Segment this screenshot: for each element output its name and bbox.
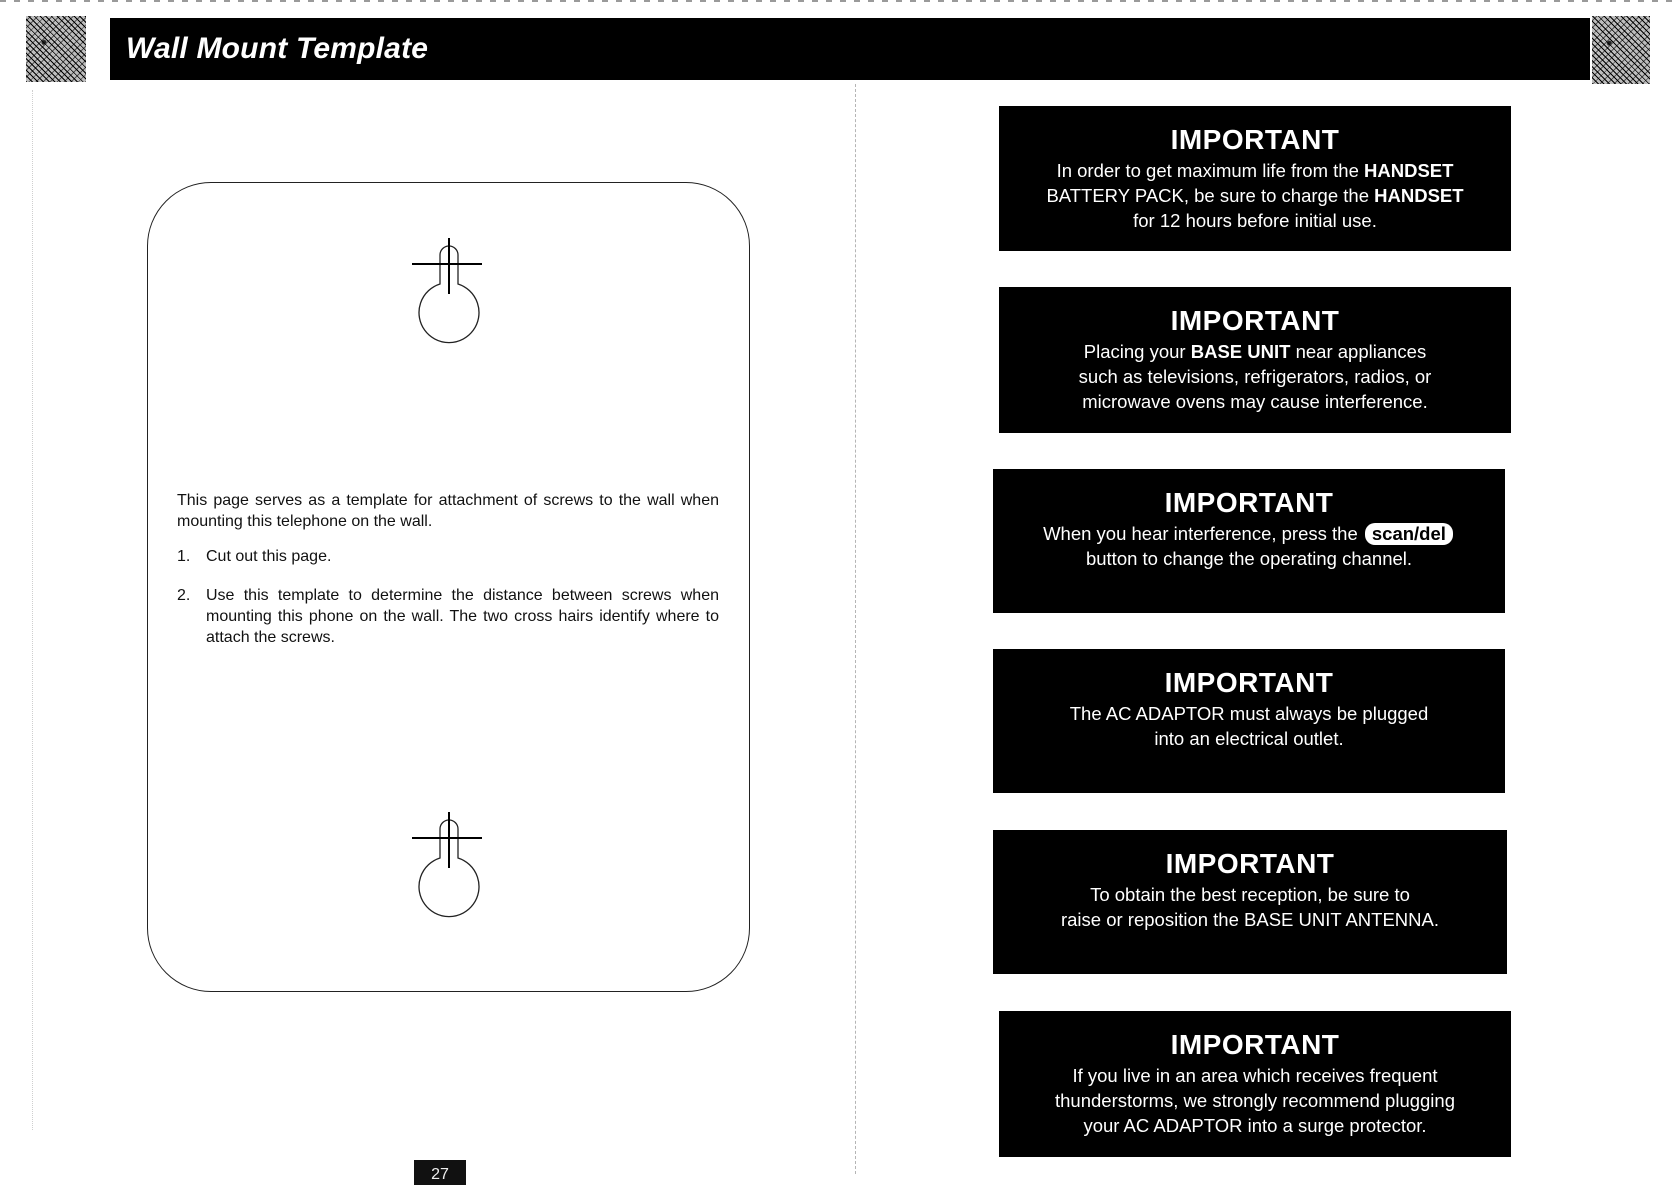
notice-text: for 12 hours before initial use.: [1133, 210, 1377, 231]
step-text: Cut out this page.: [206, 548, 332, 565]
screw-keyhole-top-icon: [404, 232, 494, 352]
notice-text: microwave ovens may cause interference.: [1082, 391, 1428, 412]
header-texture-right: [1592, 16, 1650, 84]
important-notice-battery: [999, 106, 1511, 251]
notice-emphasis: BASE UNIT: [1190, 341, 1291, 362]
notice-body: [993, 701, 1505, 751]
page-fold-line: [855, 84, 856, 1174]
notice-body: [999, 1063, 1511, 1138]
template-intro: This page serves as a template for attachment of screws to the wall when mounting this telephone on the wall.: [177, 492, 719, 530]
notice-body: [993, 882, 1507, 932]
template-instructions: [177, 490, 719, 666]
notice-title: IMPORTANT: [1164, 667, 1334, 698]
notice-body: [993, 521, 1505, 571]
notice-body: [999, 339, 1511, 414]
notice-title: IMPORTANT: [1170, 124, 1340, 155]
notice-text: Placing your: [1083, 341, 1191, 362]
scan-del-button-label: scan/del: [1365, 523, 1453, 545]
step-text: Use this template to determine the distance between screws when mounting this phone on the wall. The two cross hairs identify where to attach the screws.: [206, 587, 719, 646]
step-number: 2.: [177, 587, 191, 604]
notice-text: The AC ADAPTOR must always be plugged: [1069, 703, 1429, 724]
notice-text: thunderstorms, we strongly recommend plugging: [1055, 1090, 1455, 1111]
left-margin-line: [32, 90, 33, 1130]
notice-title: IMPORTANT: [1164, 487, 1334, 518]
notice-text: When you hear interference, press the: [1043, 523, 1358, 544]
notice-text: into an electrical outlet.: [1154, 728, 1344, 749]
notice-text: In order to get maximum life from the: [1056, 160, 1364, 181]
important-notice-surge: [999, 1011, 1511, 1157]
notice-text: your AC ADAPTOR into a surge protector.: [1083, 1115, 1427, 1136]
notice-emphasis: HANDSET: [1364, 160, 1454, 181]
notice-text: near appliances: [1290, 341, 1427, 362]
important-notice-adaptor: [993, 649, 1505, 793]
important-notice-channel: [993, 469, 1505, 613]
notice-title: IMPORTANT: [1170, 1029, 1340, 1060]
step-number: 1.: [177, 548, 191, 565]
important-notice-interference: [999, 287, 1511, 433]
notice-text: such as televisions, refrigerators, radios, or: [1078, 366, 1432, 387]
important-notice-antenna: [993, 830, 1507, 974]
notice-emphasis: HANDSET: [1374, 185, 1464, 206]
header-texture-left: [26, 16, 86, 82]
page-number: 27: [414, 1160, 466, 1185]
notice-text: button to change the operating channel.: [1085, 548, 1413, 569]
screw-keyhole-bottom-icon: [404, 806, 494, 926]
notice-text: To obtain the best reception, be sure to: [1090, 884, 1410, 905]
template-step: [177, 585, 719, 648]
template-steps: [177, 546, 719, 648]
page-top-rule: [0, 0, 1678, 2]
notice-body: [999, 158, 1511, 233]
template-step: [177, 546, 719, 567]
notice-text: BATTERY PACK, be sure to charge the: [1046, 185, 1375, 206]
notice-title: IMPORTANT: [1165, 848, 1335, 879]
notice-title: IMPORTANT: [1170, 305, 1340, 336]
notice-text: If you live in an area which receives frequent: [1072, 1065, 1438, 1086]
page-title: Wall Mount Template: [126, 32, 429, 65]
notice-text: raise or reposition the BASE UNIT ANTENNA.: [1060, 909, 1440, 930]
